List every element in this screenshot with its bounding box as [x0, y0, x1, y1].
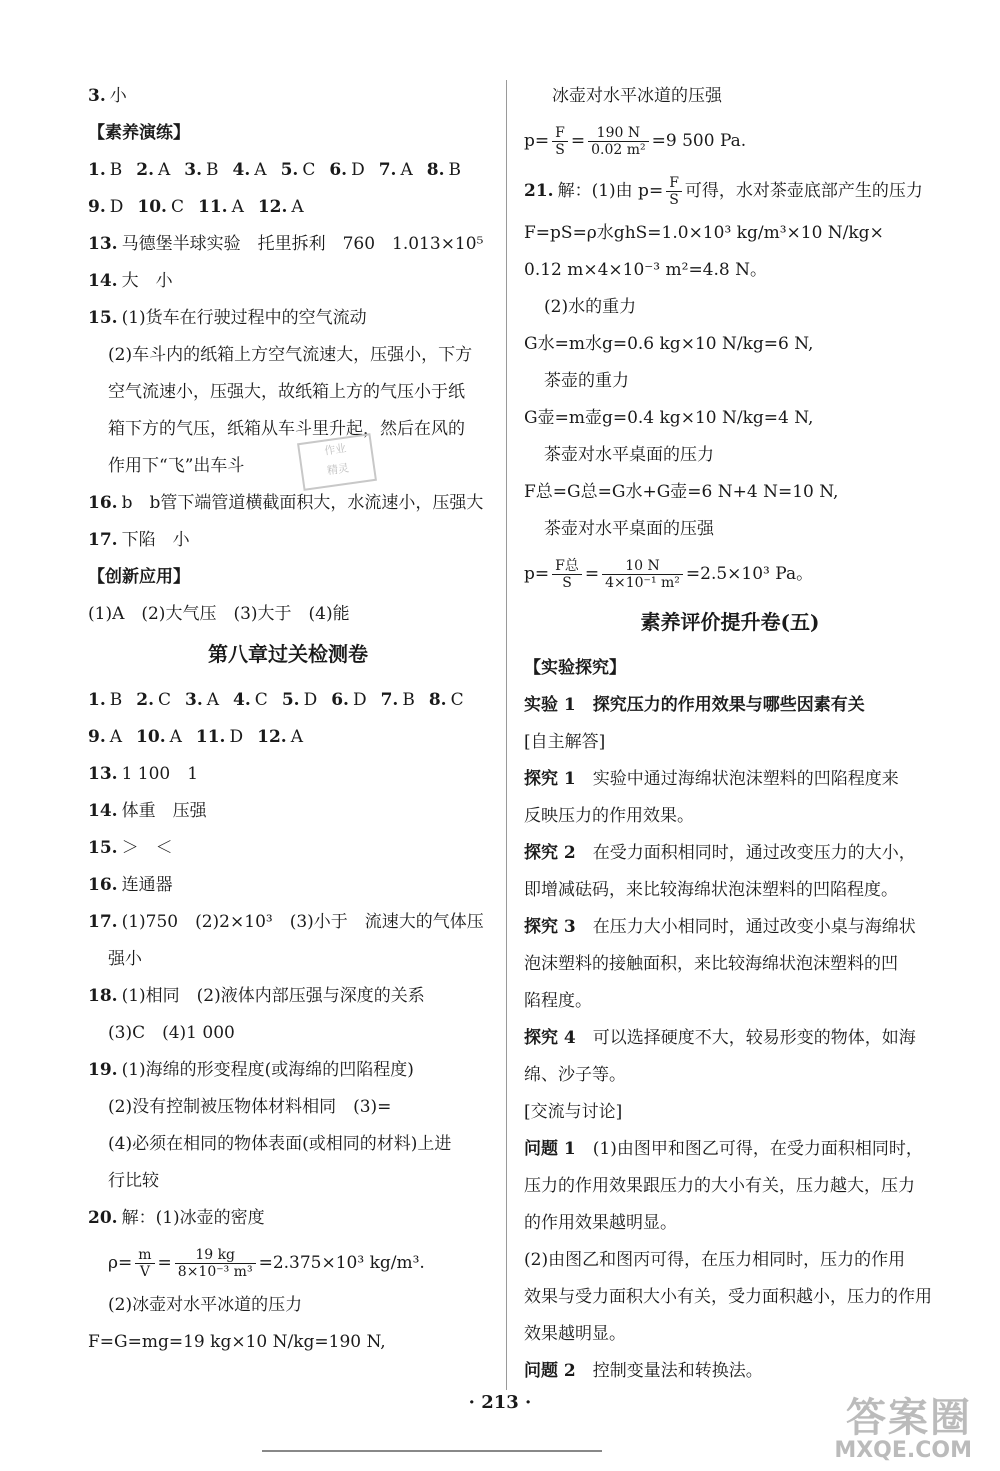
answer-text: b b管下端管道横截面积大，水流速小，压强大 [121, 493, 484, 513]
text-line: 0.12 m×4×10⁻³ m²=4.8 N。 [524, 260, 767, 280]
answer-value: D [351, 160, 365, 180]
answer-number: 11. [197, 197, 228, 217]
stamp-watermark [297, 433, 377, 491]
question-number: 15. [88, 308, 118, 328]
formula-eq: = [584, 564, 600, 584]
denominator: S [669, 192, 679, 208]
answer-value: B [206, 160, 219, 180]
answer-line [88, 836, 488, 860]
fraction [135, 1247, 154, 1280]
answer-number: 11. [195, 727, 226, 747]
fraction [552, 558, 582, 591]
answer-continuation: (2)冰壶对水平冰道的压力 [108, 1295, 303, 1315]
answer-value: B [109, 160, 123, 180]
answer-value: A [231, 197, 244, 217]
answer-number: 4. [233, 690, 251, 710]
answer-number: 1. [88, 160, 106, 180]
paragraph-text: 控制变量法和转换法。 [575, 1361, 763, 1381]
answer-text: 解：(1)由 p= [557, 181, 664, 201]
answer-value: A [290, 727, 303, 747]
text-line: 的作用效果越明显。 [524, 1213, 677, 1233]
denominator: 4×10⁻¹ m² [605, 575, 680, 591]
labeled-paragraph [524, 915, 936, 939]
text-line: 泡沫塑料的接触面积，来比较海绵状泡沫塑料的凹 [524, 954, 898, 974]
labeled-paragraph [524, 767, 936, 791]
answer-number: 7. [378, 160, 397, 180]
text-line: 即增减砝码，来比较海绵状泡沫塑料的凹陷程度。 [524, 880, 898, 900]
formula-line [524, 554, 936, 594]
numerator: 19 kg [175, 1247, 256, 1264]
paragraph-label: 探究 4 [524, 1028, 576, 1048]
fraction [666, 175, 682, 208]
answer-line [88, 84, 488, 108]
text-line: F=G=mg=19 kg×10 N/kg=190 N, [88, 1332, 386, 1352]
denominator: V [139, 1264, 150, 1280]
answer-line [88, 491, 488, 515]
answer-text: 连通器 [121, 875, 173, 895]
section-heading: 【创新应用】 [88, 567, 190, 587]
answer-continuation: (4)必须在相同的物体表面(或相同的材料)上进 [108, 1134, 452, 1154]
answer-continuation: 空气流速小，压强大，故纸箱上方的气压小于纸 [108, 382, 465, 402]
question-number: 21. [524, 181, 554, 201]
answer-line [88, 1206, 488, 1230]
solution-step: 茶壶对水平桌面的压力 [544, 445, 714, 465]
stamp-line-1: 作业 [323, 441, 348, 458]
answer-text: 下陷 小 [121, 530, 190, 550]
text-line: [自主解答] [524, 732, 606, 752]
answer-row [88, 725, 488, 749]
section-heading: 【素养演练】 [88, 123, 190, 143]
question-number: 14. [88, 271, 118, 291]
answer-line [88, 306, 488, 330]
text-line: (2)由图乙和图丙可得，在压力相同时，压力的作用 [524, 1250, 906, 1270]
site-watermark [834, 1396, 972, 1462]
question-number: 16. [88, 875, 118, 895]
answer-number: 6. [331, 690, 349, 710]
page-number: · 213 · [468, 1392, 532, 1413]
answer-continuation: 冰壶对水平冰道的压强 [552, 86, 722, 106]
bottom-rule [262, 1450, 602, 1452]
chapter-title: 第八章过关检测卷 [208, 642, 368, 666]
answer-text: ＞ ＜ [121, 838, 173, 858]
fraction [552, 125, 568, 158]
answer-value: B [402, 690, 415, 710]
answer-text: 1 100 1 [121, 764, 199, 784]
answer-continuation: (3)C (4)1 000 [108, 1023, 235, 1043]
formula-eq: = [570, 131, 586, 151]
answer-number: 2. [136, 160, 154, 180]
answer-value: D [352, 690, 367, 710]
text-line: 反映压力的作用效果。 [524, 806, 694, 826]
labeled-paragraph [524, 1137, 936, 1161]
answer-continuation: 强小 [108, 949, 142, 969]
watermark-logo-text: 答案圈 [846, 1395, 972, 1441]
text-line: 压力的作用效果跟压力的大小有关，压力越大，压力 [524, 1176, 915, 1196]
answer-line [88, 910, 488, 934]
answer-text: (1)750 (2)2×10³ (3)小于 流速大的气体压 [121, 912, 484, 932]
paragraph-text: 实验中通过海绵状泡沫塑料的凹陷程度来 [575, 769, 899, 789]
answer-value: A [291, 197, 304, 217]
answer-line [88, 762, 488, 786]
answer-text: 可得，水对茶壶底部产生的压力 [684, 181, 923, 201]
answer-number: 8. [426, 160, 445, 180]
answer-value: D [303, 690, 318, 710]
answer-value: A [109, 727, 123, 747]
question-number: 14. [88, 801, 118, 821]
formula-line [88, 1243, 488, 1283]
answer-value: A [400, 160, 413, 180]
text-line: [交流与讨论] [524, 1102, 623, 1122]
answer-number: 9. [88, 727, 106, 747]
paragraph-label: 探究 3 [524, 917, 576, 937]
answer-number: 5. [280, 160, 299, 180]
paragraph-text: (1)由图甲和图乙可得，在受力面积相同时， [575, 1139, 923, 1159]
denominator: 0.02 m² [591, 142, 646, 158]
answer-value: D [229, 727, 244, 747]
answer-line [88, 269, 488, 293]
question-number: 16. [88, 493, 118, 513]
numerator: F [666, 175, 682, 192]
fraction [588, 125, 649, 158]
question-number: 17. [88, 912, 118, 932]
answer-value: B [109, 690, 123, 710]
section-title: 素养评价提升卷(五) [640, 610, 820, 634]
question-number: 3. [88, 86, 106, 106]
answer-value: A [169, 727, 182, 747]
question-number: 18. [88, 986, 118, 1006]
answer-continuation: (2)没有控制被压物体材料相同 (3)= [108, 1097, 392, 1117]
answer-line [88, 1058, 488, 1082]
answer-number: 10. [136, 727, 166, 747]
formula-lhs: p= [524, 131, 550, 151]
paragraph-text: 可以选择硬度不大，较易形变的物体，如海 [575, 1028, 916, 1048]
answer-number: 10. [137, 197, 167, 217]
answer-value: C [170, 197, 184, 217]
question-number: 13. [88, 234, 118, 254]
denominator: S [555, 142, 565, 158]
paragraph-text: 在压力大小相同时，通过改变小桌与海绵状 [575, 917, 916, 937]
answer-value: C [158, 690, 172, 710]
answer-number: 6. [329, 160, 348, 180]
answer-number: 5. [281, 690, 300, 710]
question-number: 20. [88, 1208, 118, 1228]
left-column [88, 84, 488, 1367]
answer-value: C [302, 160, 316, 180]
formula-eq: = [157, 1253, 172, 1273]
column-divider [506, 80, 507, 1390]
formula-rhs: =9 500 Pa. [651, 131, 747, 151]
stamp-line-2: 精灵 [326, 461, 350, 478]
numerator: 10 N [602, 558, 683, 575]
answer-line [88, 528, 488, 552]
answer-row [88, 158, 488, 182]
answer-value: C [450, 690, 464, 710]
answer-text: 解：(1)冰壶的密度 [121, 1208, 265, 1228]
answer-number: 12. [257, 727, 287, 747]
answer-text: (1)相同 (2)液体内部压强与深度的关系 [121, 986, 425, 1006]
numerator: F总 [552, 558, 582, 575]
solution-step: (2)水的重力 [544, 297, 637, 317]
answer-text: (1)海绵的形变程度(或海绵的凹陷程度) [121, 1060, 414, 1080]
formula-rhs: =2.5×10³ Pa。 [685, 564, 814, 584]
answer-value: B [448, 160, 461, 180]
text-line: 效果与受力面积大小有关，受力面积越小，压力的作用 [524, 1287, 932, 1307]
labeled-paragraph [524, 1359, 936, 1383]
labeled-paragraph [524, 1026, 936, 1050]
answer-line [88, 232, 488, 256]
answer-value: A [254, 160, 267, 180]
numerator: m [135, 1247, 154, 1264]
answer-value: A [158, 160, 171, 180]
answer-number: 9. [88, 197, 106, 217]
answer-number: 2. [136, 690, 154, 710]
answer-line [88, 873, 488, 897]
answer-number: 12. [257, 197, 288, 217]
answer-number: 3. [184, 160, 203, 180]
solution-step: 茶壶对水平桌面的压强 [544, 519, 714, 539]
denominator: S [562, 575, 572, 591]
text-line: 绵、沙子等。 [524, 1065, 626, 1085]
formula-line [524, 121, 936, 161]
paragraph-text: 在受力面积相同时，通过改变压力的大小， [575, 843, 916, 863]
fraction [175, 1247, 256, 1280]
watermark-url: MXQE.COM [834, 1438, 972, 1463]
answer-continuation: 箱下方的气压，纸箱从车斗里升起，然后在风的 [108, 419, 465, 439]
question-21-line [524, 171, 936, 211]
answer-number: 4. [232, 160, 251, 180]
fraction [602, 558, 683, 591]
answer-row [88, 195, 488, 219]
denominator: 8×10⁻³ m³ [177, 1264, 253, 1280]
right-column [524, 84, 936, 1396]
section-heading: 实验 1 探究压力的作用效果与哪些因素有关 [524, 695, 865, 715]
text-line: G水=m水g=0.6 kg×10 N/kg=6 N, [524, 334, 814, 354]
solution-step: 茶壶的重力 [544, 371, 629, 391]
answer-text: 小 [109, 86, 127, 106]
text-line: F=pS=ρ水ghS=1.0×10³ kg/m³×10 N/kg× [524, 223, 884, 243]
answer-row [88, 688, 488, 712]
answer-continuation: 行比较 [108, 1171, 159, 1191]
answer-number: 1. [88, 690, 106, 710]
numerator: F [552, 125, 568, 142]
answer-number: 7. [380, 690, 399, 710]
paragraph-label: 探究 1 [524, 769, 576, 789]
answer-text: 大 小 [121, 271, 173, 291]
formula-lhs: p= [524, 564, 550, 584]
answer-text: 马德堡半球实验 托里拆利 760 1.013×10⁵ [121, 234, 484, 254]
formula-lhs: ρ= [108, 1253, 133, 1273]
answer-number: 3. [185, 690, 203, 710]
paragraph-label: 探究 2 [524, 843, 576, 863]
text-line: 效果越明显。 [524, 1324, 626, 1344]
answer-line [88, 984, 488, 1008]
answer-continuation: (2)车斗内的纸箱上方空气流速大，压强小，下方 [108, 345, 473, 365]
answer-value: C [254, 690, 268, 710]
section-heading: 【实验探究】 [524, 658, 626, 678]
paragraph-label: 问题 2 [524, 1361, 576, 1381]
labeled-paragraph [524, 841, 936, 865]
formula-rhs: =2.375×10³ kg/m³. [258, 1253, 425, 1273]
answer-text: (1)货车在行驶过程中的空气流动 [121, 308, 367, 328]
paragraph-label: 问题 1 [524, 1139, 576, 1159]
question-number: 17. [88, 530, 118, 550]
text-line: (1)A (2)大气压 (3)大于 (4)能 [88, 604, 350, 624]
question-number: 15. [88, 838, 118, 858]
text-line: G壶=m壶g=0.4 kg×10 N/kg=4 N, [524, 408, 814, 428]
text-line: 陷程度。 [524, 991, 592, 1011]
answer-number: 8. [428, 690, 447, 710]
answer-line [88, 799, 488, 823]
numerator: 190 N [588, 125, 649, 142]
text-line: F总=G总=G水+G壶=6 N+4 N=10 N, [524, 482, 839, 502]
answer-continuation: 作用下“飞”出车斗 [108, 456, 245, 476]
answer-value: D [109, 197, 124, 217]
answer-text: 体重 压强 [121, 801, 207, 821]
question-number: 19. [88, 1060, 118, 1080]
answer-value: A [206, 690, 220, 710]
question-number: 13. [88, 764, 118, 784]
